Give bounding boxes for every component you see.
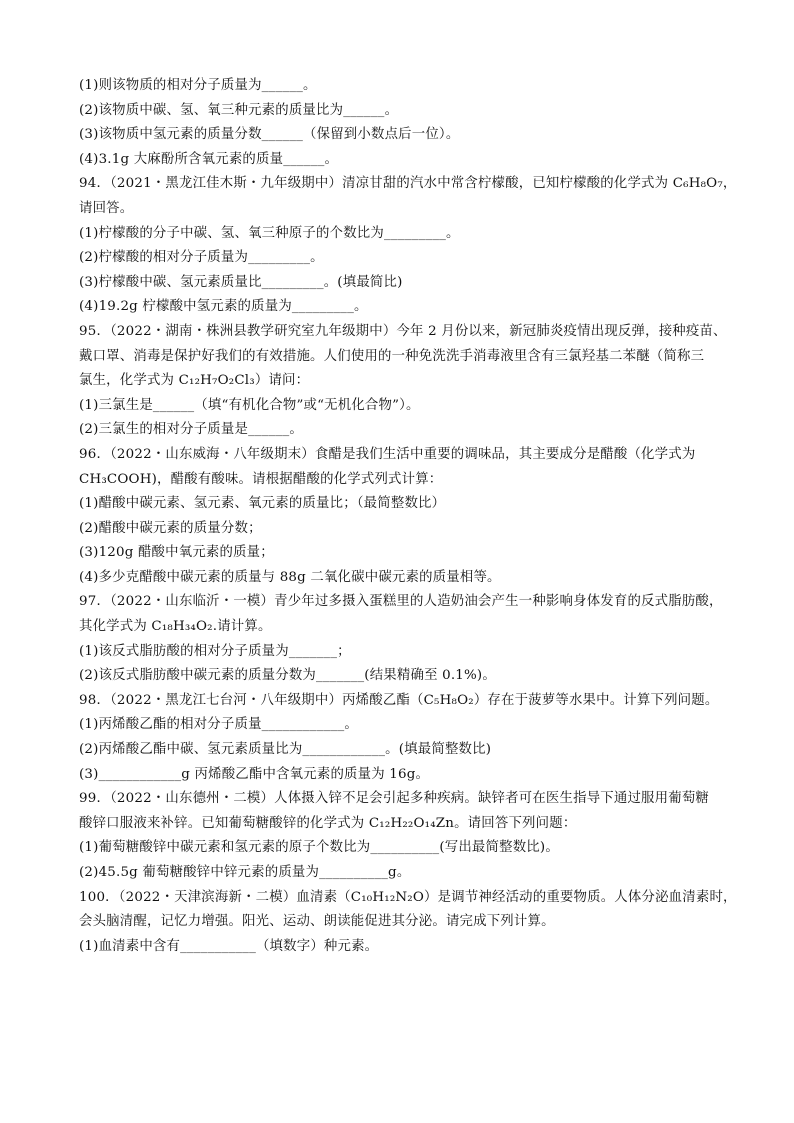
text-line: (1)三氯生是______（填“有机化合物”或“无机化合物”）。 xyxy=(79,397,420,413)
text-line: 氯生，化学式为 C₁₂H₇O₂Cl₃）请问： xyxy=(79,373,310,389)
question-96-stem: 96．（2022・山东威海・八年级期末）食醋是我们生活中重要的调味品，其主要成分是醋酸（化学式为 xyxy=(79,446,696,462)
text-line: (1)该反式脂肪酸的相对分子质量为_______； xyxy=(79,643,351,659)
text-line: (2)柠檬酸的相对分子质量为_________。 xyxy=(79,250,324,266)
text-line: 戴口罩、消毒是保护好我们的有效措施。人们使用的一种免洗洗手消毒液里含有三氯羟基二苯醚（简称三 xyxy=(79,348,705,364)
text-line: (1)丙烯酸乙酯的相对分子质量____________。 xyxy=(79,717,358,733)
text-line: (3)120g 醋酸中氧元素的质量； xyxy=(79,545,274,561)
text-line: 其化学式为 C₁₈H₃₄O₂.请计算。 xyxy=(79,619,272,635)
text-line: (2)该物质中碳、氢、氧三种元素的质量比为______。 xyxy=(79,102,399,118)
text-line: (2)该反式脂肪酸中碳元素的质量分数为_______(结果精确至 0.1%)。 xyxy=(79,668,496,684)
text-line: 请回答。 xyxy=(79,200,134,216)
text-line: (2)醋酸中碳元素的质量分数； xyxy=(79,520,262,536)
text-line: (1)葡萄糖酸锌中碳元素和氢元素的原子个数比为__________(写出最简整数比)。 xyxy=(79,840,559,856)
text-line: (2)45.5g 葡萄糖酸锌中锌元素的质量为__________g。 xyxy=(79,865,411,880)
text-line: (4)3.1g 大麻酚所含氧元素的质量______。 xyxy=(79,151,339,167)
question-97-stem: 97．（2022・山东临沂・一模）青少年过多摄入蛋糕里的人造奶油会产生一种影响身体发育的反式脂肪酸， xyxy=(79,594,723,610)
question-text xyxy=(79,74,737,959)
question-95-stem: 95．（2022・湖南・株洲县教学研究室九年级期中）今年 2 月份以来，新冠肺炎疫情出现反弹，接种疫苗、 xyxy=(79,323,727,339)
text-line: (1)醋酸中碳元素、氢元素、氧元素的质量比；（最简整数比） xyxy=(79,496,446,512)
text-line: 会头脑清醒，记忆力增强。阳光、运动、朗读能促进其分泌。请完成下列计算。 xyxy=(79,914,555,930)
text-line: (1)柠檬酸的分子中碳、氢、氧三种原子的个数比为_________。 xyxy=(79,225,460,241)
question-99-stem: 99．（2022・山东德州・二模）人体摄入锌不足会引起多种疾病。缺锌者可在医生指导下通过服用葡萄糖 xyxy=(79,791,710,807)
text-line: (3)柠檬酸中碳、氢元素质量比_________。(填最简比) xyxy=(79,274,403,290)
question-100-stem: 100．（2022・天津滨海新・二模）血清素（C₁₀H₁₂N₂O）是调节神经活动的重要物质。人体分泌血清素时， xyxy=(79,889,737,905)
text-line: (1)血清素中含有___________（填数字）种元素。 xyxy=(79,938,379,954)
text-line: (2)三氯生的相对分子质量是______。 xyxy=(79,422,304,438)
text-line: (4)19.2g 柠檬酸中氢元素的质量为_________。 xyxy=(79,299,368,315)
text-line: (4)多少克醋酸中碳元素的质量与 88g 二氧化碳中碳元素的质量相等。 xyxy=(79,569,501,585)
text-line: (2)丙烯酸乙酯中碳、氢元素质量比为____________。(填最简整数比) xyxy=(79,742,492,758)
text-line: (3)该物质中氢元素的质量分数______（保留到小数点后一位）。 xyxy=(79,127,460,143)
text-line: CH₃COOH)，醋酸有酸味。请根据醋酸的化学式列式计算： xyxy=(79,471,443,487)
text-line: 酸锌口服液来补锌。已知葡萄糖酸锌的化学式为 C₁₂H₂₂O₁₄Zn。请回答下列问题： xyxy=(79,815,577,831)
question-98-stem: 98．（2022・黑龙江七台河・八年级期中）丙烯酸乙酯（C₅H₈O₂）存在于菠萝等水果中。计算下列问题。 xyxy=(79,692,719,708)
text-line: (3)____________g 丙烯酸乙酯中含氧元素的质量为 16g。 xyxy=(79,766,430,782)
question-94-stem: 94．（2021・黑龙江佳木斯・九年级期中）清凉甘甜的汽水中常含柠檬酸，已知柠檬酸的化学式为 C₆H₈O₇， xyxy=(79,176,737,192)
text-line: (1)则该物质的相对分子质量为______。 xyxy=(79,78,317,93)
